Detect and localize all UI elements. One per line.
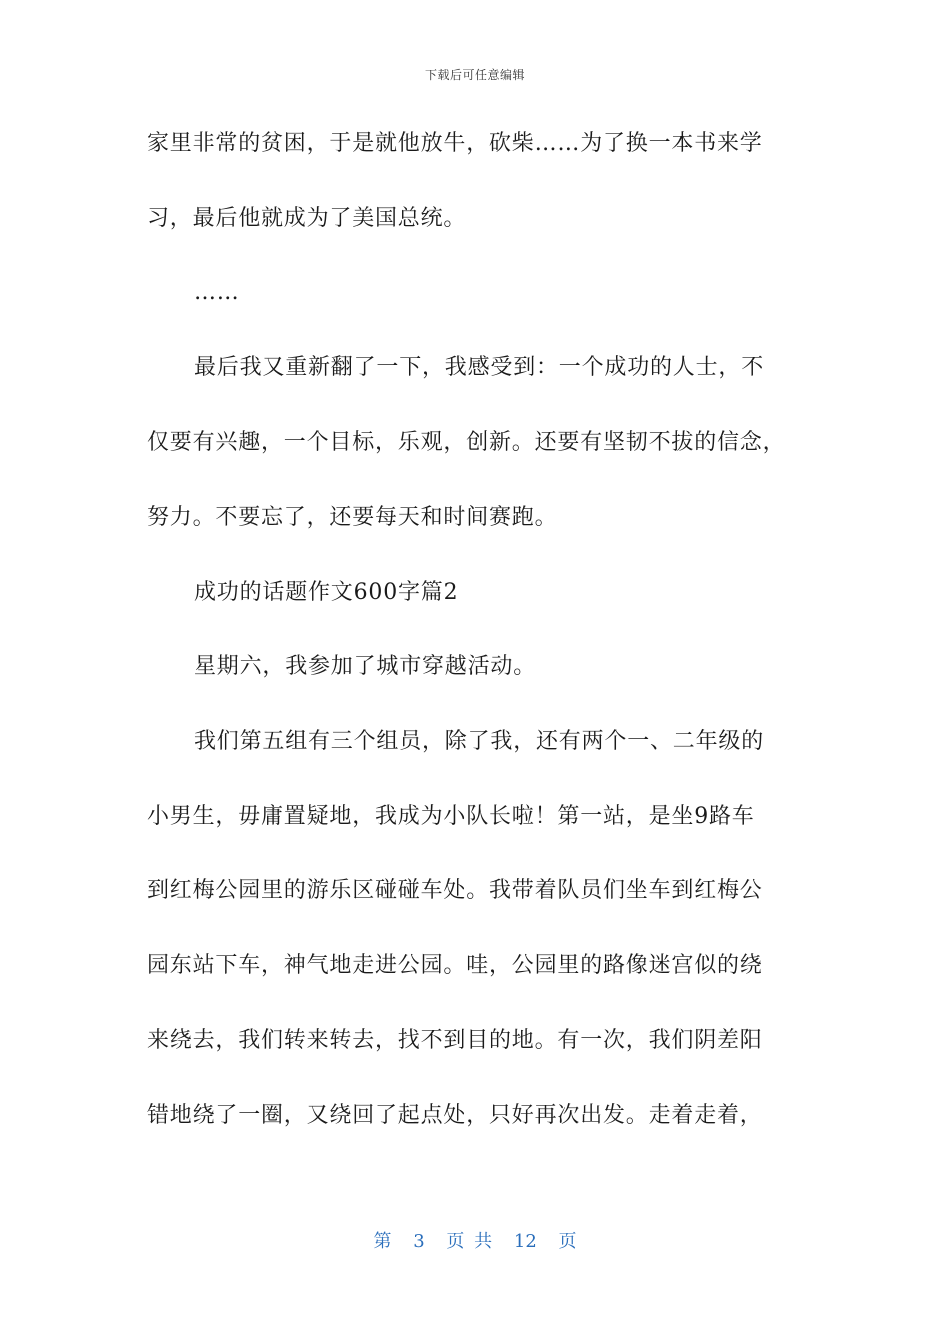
text-line: 仅要有兴趣，一个目标，乐观，创新。还要有坚韧不拔的信念， bbox=[147, 430, 786, 455]
footer-page-number: 3 bbox=[413, 1231, 425, 1252]
ellipsis-line: …… bbox=[194, 280, 240, 305]
footer-prefix: 第 bbox=[373, 1231, 392, 1252]
paragraph-start-line: 最后我又重新翻了一下，我感受到：一个成功的人士，不 bbox=[194, 355, 765, 380]
text-line: 家里非常的贫困，于是就他放牛，砍柴……为了换一本书来学 bbox=[147, 131, 763, 156]
text-line: 小男生，毋庸置疑地，我成为小队长啦！第一站，是坐9路车 bbox=[147, 804, 755, 829]
text-line: 园东站下车，神气地走进公园。哇，公园里的路像迷宫似的绕 bbox=[147, 953, 763, 978]
paragraph-start-line: 星期六，我参加了城市穿越活动。 bbox=[194, 654, 537, 679]
page-header: 下载后可任意编辑 bbox=[424, 68, 525, 82]
text-line: 到红梅公园里的游乐区碰碰车处。我带着队员们坐车到红梅公 bbox=[147, 878, 763, 903]
text-line: 努力。不要忘了，还要每天和时间赛跑。 bbox=[147, 505, 558, 530]
section-heading: 成功的话题作文600字篇2 bbox=[194, 580, 459, 605]
text-line: 习，最后他就成为了美国总统。 bbox=[147, 206, 467, 231]
footer-total-pages: 12 bbox=[513, 1231, 537, 1252]
text-line: 来绕去，我们转来转去，找不到目的地。有一次，我们阴差阳 bbox=[147, 1028, 763, 1053]
footer-suffix: 页 bbox=[558, 1231, 577, 1252]
text-line: 错地绕了一圈，又绕回了起点处，只好再次出发。走着走着， bbox=[147, 1103, 763, 1128]
paragraph-start-line: 我们第五组有三个组员，除了我，还有两个一、二年级的 bbox=[194, 729, 765, 754]
footer-middle: 页 共 bbox=[446, 1231, 493, 1252]
page-footer bbox=[0, 1227, 950, 1253]
